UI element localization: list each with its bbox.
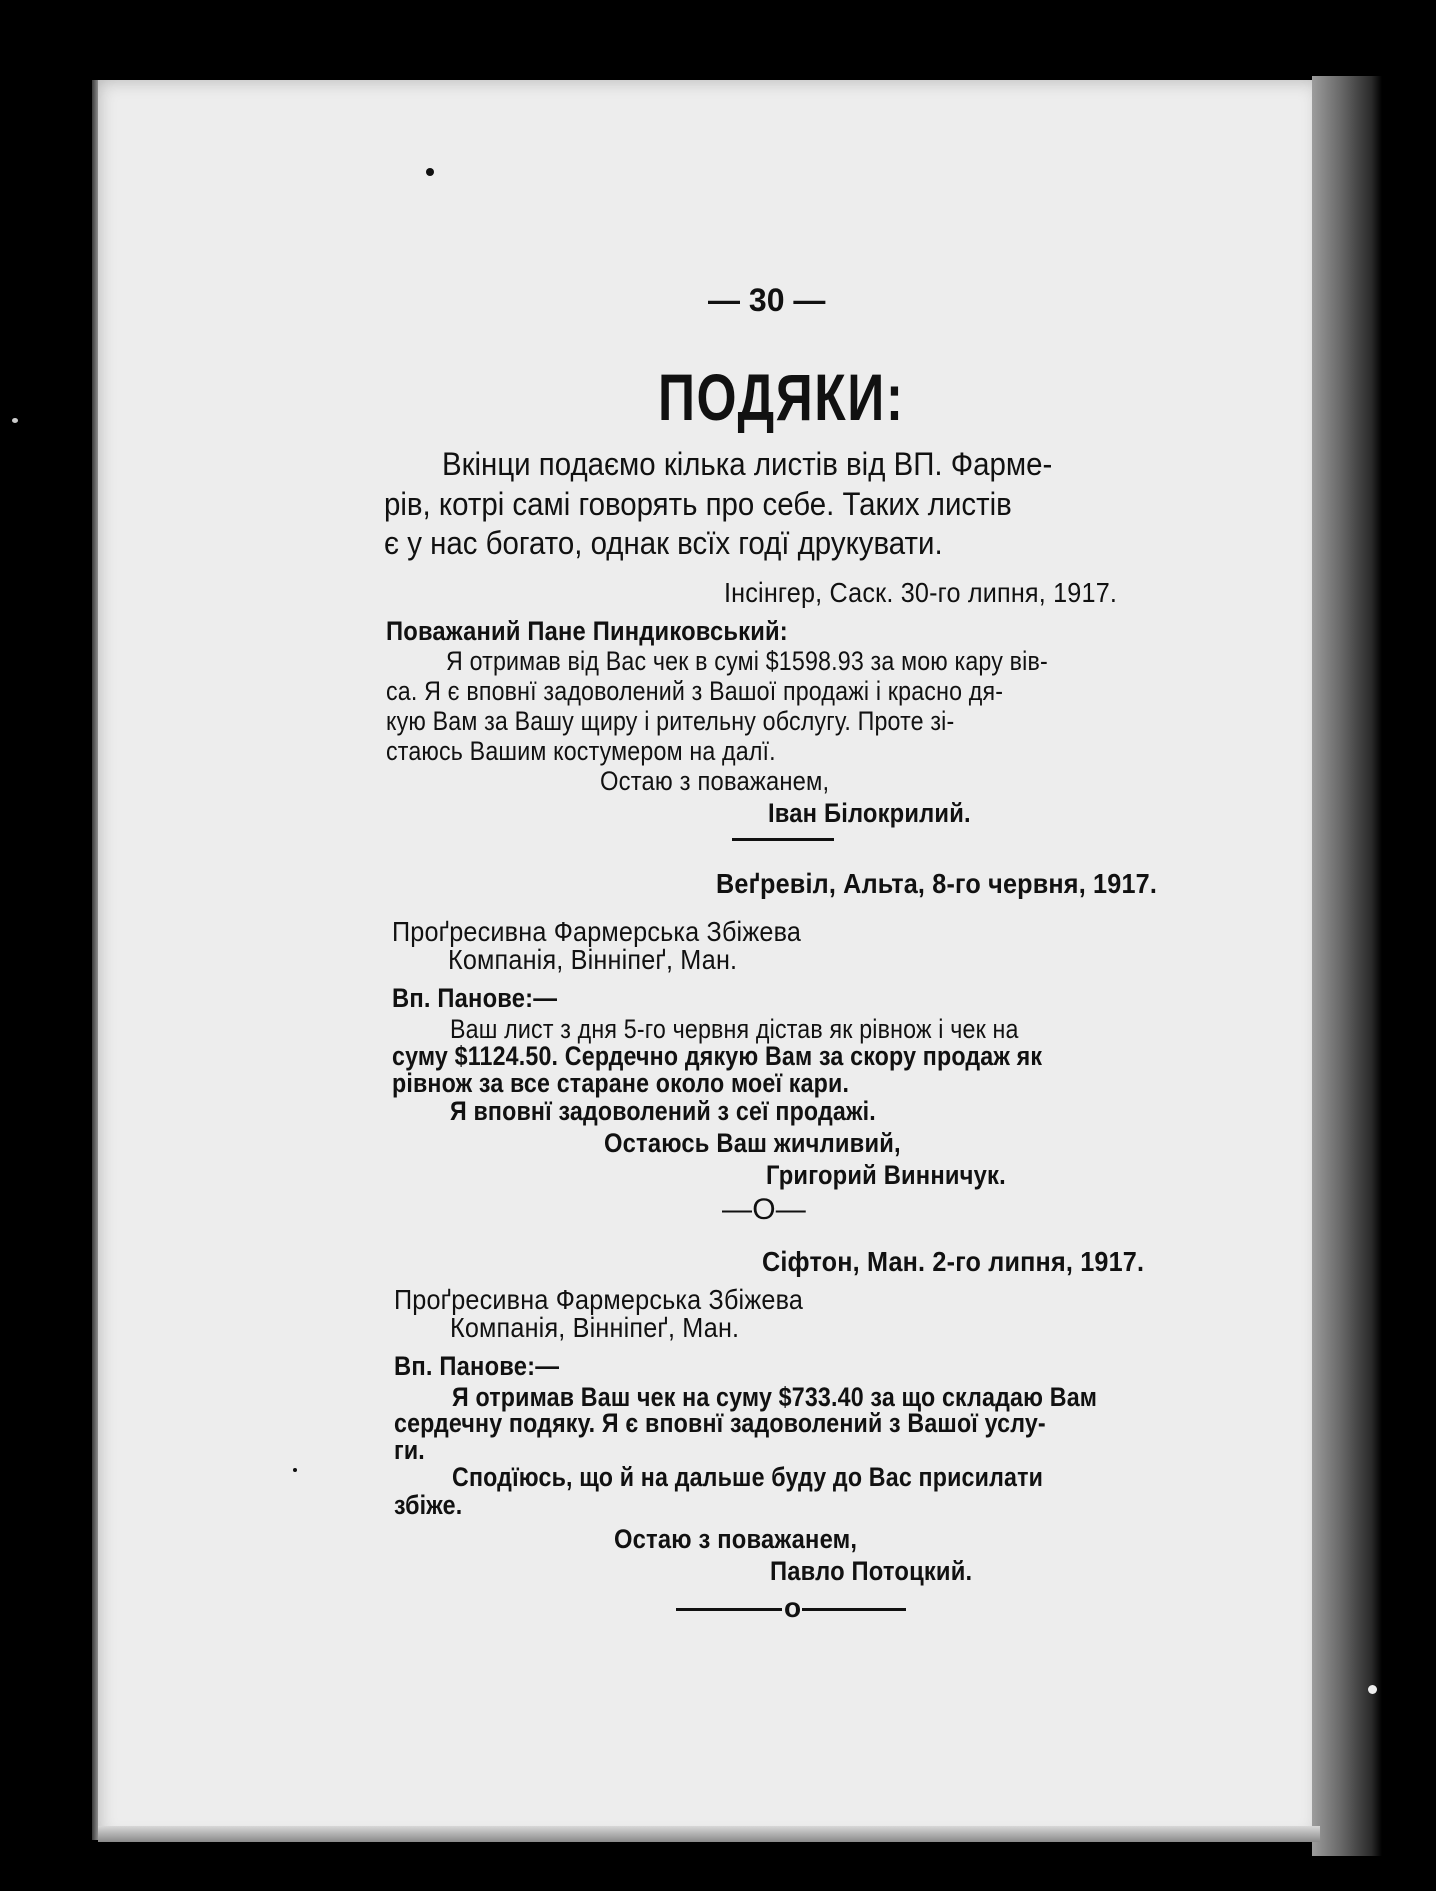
letter-signature: Павло Потоцкий. [770,1556,973,1586]
scan-speck [1368,1685,1377,1694]
separator-mark: —О— [722,1193,806,1226]
separator-mark: о [784,1592,802,1623]
letter-closing: Остаюсь Ваш жичливий, [604,1128,901,1158]
letter-body-line: кую Вам за Вашу щиру і рительну обслугу. Проте зі- [386,706,955,736]
separator-rule [802,1608,906,1611]
letter-body-line: збіже. [394,1490,463,1520]
letter-salutation: Вп. Панове:— [394,1351,560,1381]
intro-line: Вкінци подаємо кілька листів від ВП. Фарме- [442,446,1053,482]
binding-strip [1312,76,1382,1856]
letter-body-line: Я отримав Ваш чек на суму $733.40 за що складаю Вам [452,1382,1098,1412]
letter-body-line: сердечну подяку. Я є вповнї задоволений з Вашої услу- [394,1408,1046,1438]
separator-rule [676,1608,782,1611]
letter-body-line: Я вповнї задоволений з сеї продажі. [450,1096,876,1126]
intro-line: рів, котрі самі говорять про себе. Таких листів [384,486,1012,522]
letter-body-line: рівнож за все старане около моеї кари. [392,1068,850,1098]
scan-speck [426,168,434,176]
page-bottom-edge [98,1826,1320,1842]
letter-body-line: суму $1124.50. Сердечно дякую Вам за скору продаж як [392,1041,1043,1071]
letter-place-date: Веґревіл, Альта, 8-го червня, 1917. [716,868,1158,899]
letter-signature: Григорий Винничук. [766,1160,1006,1190]
letter-body-line: Я отримав від Вас чек в сумі $1598.93 за мою кару вів- [446,646,1048,676]
letter-address-line: Компанія, Вінніпеґ, Ман. [448,944,738,975]
intro-line: є у нас богато, однак всїх годї друкувати. [384,525,943,561]
separator-rule [732,838,834,841]
letter-body-line: стаюсь Вашим костумером на далї. [386,736,776,766]
letter-body-line: са. Я є вповнї задоволений з Вашої продажі і красно дя- [386,676,1004,706]
page-number: — 30 — [708,282,826,318]
letter-closing: Остаю з поважанем, [614,1524,858,1554]
letter-body-line: Сподїюсь, що й на дальше буду до Вас присилати [452,1462,1044,1492]
letter-address-line: Проґресивна Фармерська Збіжева [392,916,802,947]
letter-address-line: Компанія, Вінніпеґ, Ман. [450,1312,740,1343]
letter-closing: Остаю з поважанем, [600,766,830,796]
letter-salutation: Поважаний Пане Пиндиковський: [386,616,788,646]
letter-address-line: Проґресивна Фармерська Збіжева [394,1284,804,1315]
letter-salutation: Вп. Панове:— [392,983,558,1013]
scan-speck [12,418,18,423]
letter-place-date: Сіфтон, Ман. 2-го липня, 1917. [762,1246,1145,1277]
letter-place-date: Інсінгер, Саск. 30-го липня, 1917. [724,577,1118,608]
letter-body-line: ги. [394,1435,425,1465]
letter-body-line: Ваш лист з дня 5-го червня дістав як рівнож і чек на [450,1014,1019,1044]
page-title: ПОДЯКИ: [658,360,905,434]
letter-signature: Іван Білокрилий. [768,798,971,828]
scan-speck [293,1468,297,1472]
